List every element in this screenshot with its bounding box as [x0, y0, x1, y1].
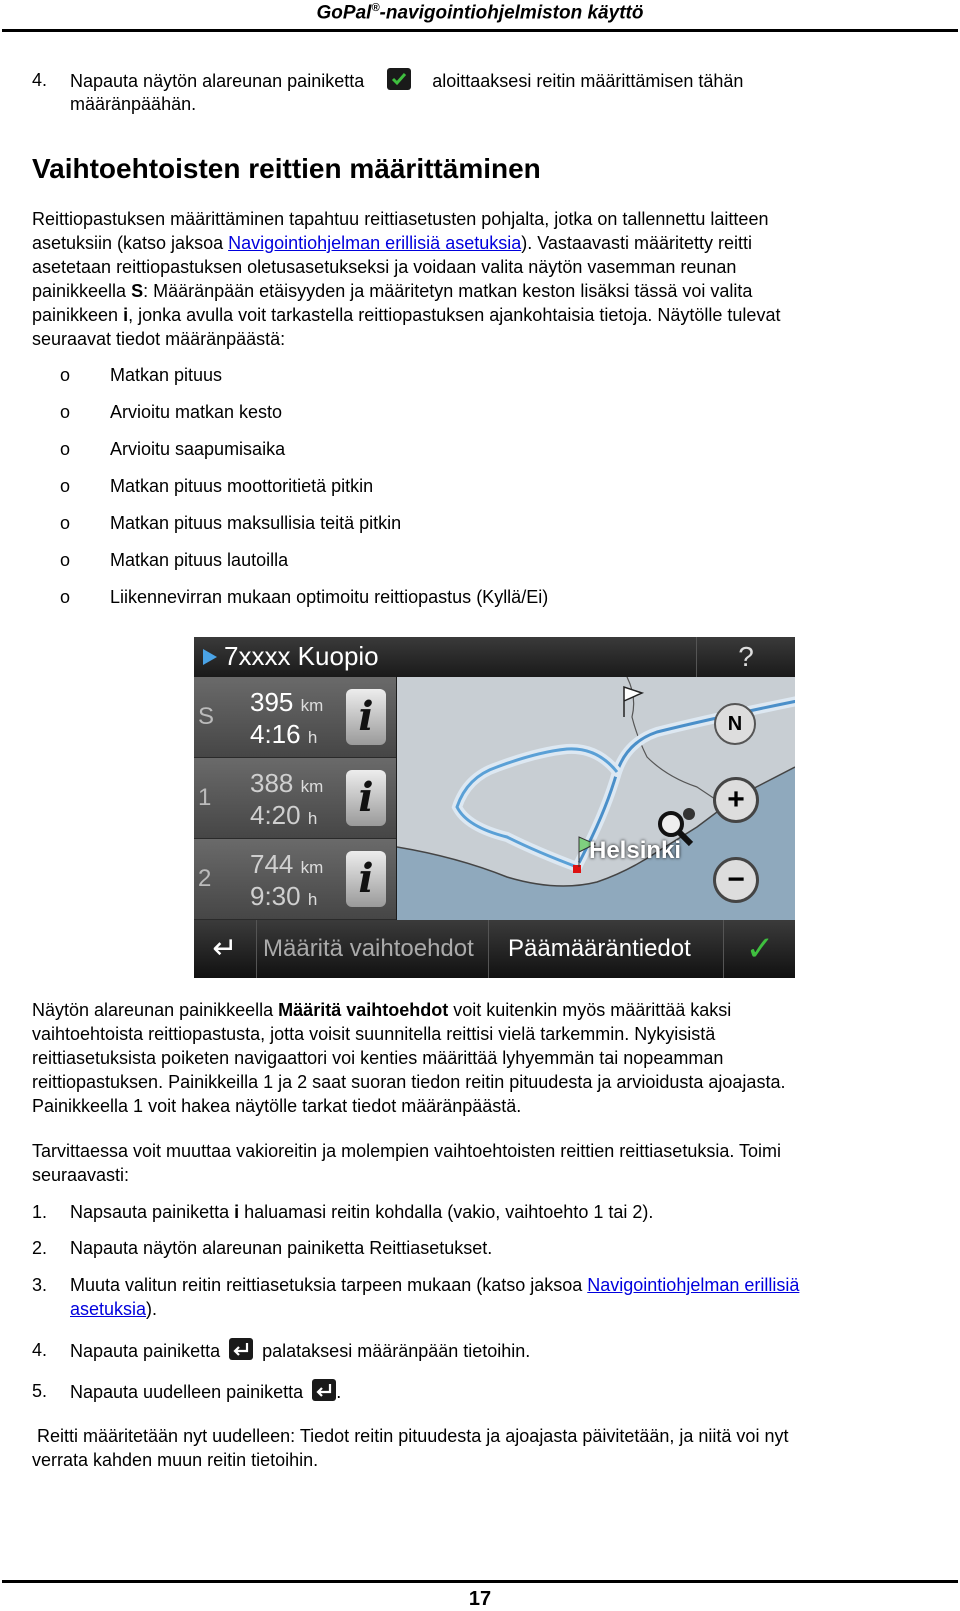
para3-line-2: seuraavasti:: [32, 1165, 130, 1185]
step-5-before: Napauta uudelleen painiketta: [70, 1382, 304, 1402]
ok-check-icon: [387, 68, 411, 90]
time-value: 9:30: [250, 881, 301, 911]
city-label: Helsinki: [589, 837, 682, 864]
step-5-after: .: [336, 1382, 342, 1402]
settings-link-2-cont[interactable]: asetuksia: [70, 1299, 147, 1319]
zoom-out-button[interactable]: −: [713, 857, 759, 903]
intro-line-3: asetetaan reittiopastuksen oletusasetukseksi ja voidaan valita näytön vasemman reunan: [32, 257, 737, 277]
intro-line-2: [32, 231, 752, 255]
time-unit: h: [307, 809, 318, 828]
alternatives-button-ref: Määritä vaihtoehdot: [278, 1000, 449, 1020]
para2-line-4: reittiopastuksen. Painikkeilla 1 ja 2 saat suoran tiedon reitin pituudesta ja arvioidusta ajoajasta.: [32, 1072, 786, 1092]
route-time: [250, 881, 317, 912]
step-1-before: Napsauta painiketta: [70, 1202, 235, 1222]
final-line-2: verrata kahden muun reitin tietoihin.: [32, 1450, 319, 1470]
step-2-number: 2.: [32, 1238, 48, 1258]
para3-line-1: Tarvittaessa voit muuttaa vakioreitin ja molempien vaihtoehtoisten reittien reittiasetuksia. Toimi: [32, 1141, 782, 1161]
time-unit: h: [307, 890, 318, 909]
bullet-marker: o: [60, 550, 71, 570]
route-label: 1: [198, 784, 212, 811]
para2-line-3: reittiasetuksista poiketen navigaattori voi kenties määrittää lyhyemmän tai nopeamman: [32, 1048, 724, 1068]
search-settings-icon[interactable]: [651, 802, 701, 852]
intro-line-5: [32, 303, 780, 327]
step-3-before: Muuta valitun reitin reittiasetuksia tarpeen mukaan (katso jaksoa: [70, 1275, 588, 1295]
route-button-s[interactable]: [194, 677, 396, 758]
para2-line-1: [32, 998, 731, 1022]
step-1-bold: i: [234, 1202, 240, 1222]
step-top-line2: määränpäähän.: [70, 94, 197, 114]
distance-unit: km: [300, 858, 324, 877]
bullet-marker: o: [60, 402, 71, 422]
header-rest: -navigointiohjelmiston käyttö: [379, 2, 644, 24]
step-1-after: haluamasi reitin kohdalla (vakio, vaihtoehto 1 tai 2).: [239, 1202, 654, 1222]
intro-line-5-text: painikkeen: [32, 305, 124, 325]
distance-unit: km: [300, 777, 324, 796]
screen-bottombar: [194, 920, 795, 978]
para2-line-5: Painikkeella 1 voit hakea näytölle tarkat tiedot määränpäästä.: [32, 1096, 522, 1116]
header-rule: [2, 29, 958, 32]
route-distance: [250, 849, 323, 880]
time-value: 4:20: [250, 800, 301, 830]
button-s-ref: S: [131, 281, 144, 301]
intro-line-4-tail: : Määränpään etäisyyden ja määritetyn matkan keston lisäksi tässä voi valita: [143, 281, 753, 301]
button-i-ref: i: [123, 305, 129, 325]
step-4-text: [70, 1338, 530, 1363]
return-arrow-icon: [312, 1379, 336, 1401]
bullet-item: Arvioitu matkan kesto: [110, 402, 283, 422]
section-heading: Vaihtoehtoisten reittien määrittäminen: [32, 153, 541, 184]
bullet-item: Matkan pituus lautoilla: [110, 550, 289, 570]
intro-line-5-tail: , jonka avulla voit tarkastella reittiopastuksen ajankohtaisia tietoja. Näytölle tulevat: [128, 305, 781, 325]
step-4-before: Napauta painiketta: [70, 1341, 221, 1361]
intro-line-2-tail: ). Vastaavasti määritetty reitti: [521, 233, 752, 253]
intro-line-4: [32, 279, 752, 303]
step-3-number: 3.: [32, 1275, 48, 1295]
distance-value: 744: [250, 849, 294, 879]
info-button[interactable]: i: [346, 689, 386, 745]
route-label: 2: [198, 865, 212, 892]
return-arrow-icon: [229, 1338, 253, 1360]
route-time: [250, 800, 317, 831]
settings-link[interactable]: Navigointiohjelman erillisiä asetuksia: [228, 233, 522, 253]
route-label: S: [198, 703, 215, 730]
destination-info-button[interactable]: Päämääräntiedot: [490, 920, 724, 978]
intro-line-4-text: painikkeella: [32, 281, 132, 301]
bullet-item: Matkan pituus: [110, 365, 223, 385]
registered-mark: ®: [371, 2, 380, 14]
route-distance: [250, 687, 323, 718]
bullet-marker: o: [60, 439, 71, 459]
intro-line-1: Reittiopastuksen määrittäminen tapahtuu reittiasetusten pohjalta, jotka on tallennettu laitteen: [32, 209, 769, 229]
distance-value: 395: [250, 687, 294, 717]
step-4-number: 4.: [32, 1340, 48, 1360]
bullet-item: Matkan pituus moottoritietä pitkin: [110, 476, 374, 496]
step-2-text: Napauta näytön alareunan painiketta Reittiasetukset.: [70, 1238, 493, 1258]
bullet-marker: o: [60, 587, 71, 607]
back-button[interactable]: ↵: [194, 920, 257, 978]
step-1-number: 1.: [32, 1202, 48, 1222]
intro-line-6: seuraavat tiedot määränpäästä:: [32, 329, 286, 349]
time-unit: h: [307, 728, 318, 747]
destination-title: 7xxxx Kuopio: [224, 641, 379, 671]
route-time: [250, 719, 317, 750]
bullet-marker: o: [60, 476, 71, 496]
time-value: 4:16: [250, 719, 301, 749]
bullet-item: Matkan pituus maksullisia teitä pitkin: [110, 513, 402, 533]
compass-icon[interactable]: N: [714, 703, 756, 745]
step-3-line-1: [70, 1273, 799, 1297]
running-header: [0, 2, 960, 24]
route-button-2[interactable]: [194, 839, 396, 920]
screen-titlebar: [194, 637, 795, 677]
info-button[interactable]: i: [346, 851, 386, 907]
header-brand: GoPal: [316, 2, 372, 24]
para2-line-1-text: Näytön alareunan painikkeella: [32, 1000, 279, 1020]
define-alternatives-button[interactable]: Määritä vaihtoehdot: [257, 920, 489, 978]
navigation-screenshot: [194, 637, 795, 978]
intro-line-2-text: asetuksiin (katso jaksoa: [32, 233, 229, 253]
settings-link-2[interactable]: Navigointiohjelman erillisiä: [587, 1275, 800, 1295]
distance-value: 388: [250, 768, 294, 798]
route-distance: [250, 768, 323, 799]
para2-line-1-tail: voit kuitenkin myös määrittää kaksi: [448, 1000, 732, 1020]
step-top-before: Napauta näytön alareunan painiketta: [70, 71, 365, 91]
help-button[interactable]: ?: [696, 637, 795, 677]
step-top-number: 4.: [32, 70, 48, 90]
step-1-text: [70, 1200, 653, 1224]
confirm-button[interactable]: ✓: [745, 930, 775, 968]
page-number: 17: [468, 1588, 492, 1610]
footer-rule: [2, 1580, 958, 1583]
route-list: [194, 677, 396, 920]
bullet-item: Liikennevirran mukaan optimoitu reittiopastus (Kyllä/Ei): [110, 587, 549, 607]
route-button-1[interactable]: [194, 758, 396, 839]
para2-line-2: vaihtoehtoista reittiopastusta, jotta voisit suunnitella reittisi vielä tarkemmin. Nykyisistä: [32, 1024, 716, 1044]
step-3-line-2: [70, 1297, 157, 1321]
zoom-in-button[interactable]: +: [713, 777, 759, 823]
bullet-item: Arvioitu saapumisaika: [110, 439, 286, 459]
bullet-marker: o: [60, 365, 71, 385]
bullet-marker: o: [60, 513, 71, 533]
step-5-number: 5.: [32, 1381, 48, 1401]
distance-unit: km: [300, 696, 324, 715]
step-3-after: ).: [146, 1299, 158, 1319]
step-top-line1: [70, 68, 930, 93]
step-4-after: palataksesi määränpään tietoihin.: [262, 1341, 531, 1361]
play-arrow-icon: [202, 648, 218, 666]
route-map[interactable]: [397, 677, 795, 920]
info-button[interactable]: i: [346, 770, 386, 826]
step-top-after: aloittaaksesi reitin määrittämisen tähän: [432, 71, 744, 91]
step-5-text: [70, 1379, 341, 1404]
final-line-1: Reitti määritetään nyt uudelleen: Tiedot reitin pituudesta ja ajoajasta päivitetään, ja niitä voi nyt: [37, 1426, 789, 1446]
